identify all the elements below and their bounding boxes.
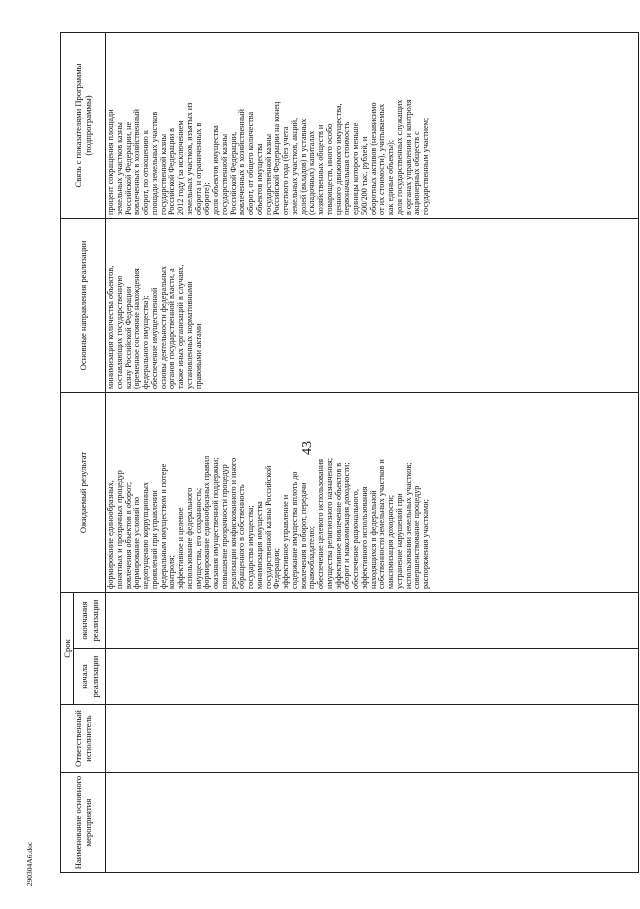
text-line: 2012 году (за исключением (176, 120, 185, 215)
text-line: также иных организаций в случаях, (176, 264, 185, 389)
text-line: в органах управления и контроля (403, 99, 413, 215)
cell-measure-name (106, 773, 639, 873)
text-line: минимизация имущества (254, 501, 264, 589)
text-line: эффективное управление и (281, 494, 290, 589)
text-line: объектов имущества (254, 143, 264, 215)
text-line: контроля; (167, 555, 177, 589)
text-line: 500/200 тыс. рублей, и (359, 136, 369, 215)
text-line: земельных участков казны (114, 122, 124, 215)
text-line: (складочных) капиталах (307, 130, 317, 215)
text-line: недопущению коррупционных (141, 482, 150, 589)
text-line: составляющих государственную (114, 275, 124, 389)
text-line: оборот, по отношению к (141, 130, 150, 215)
text-line: (временное состояние нахождения (132, 268, 142, 389)
text-line: государства имущества; (246, 505, 255, 589)
text-line: оборот, от общего количества (246, 111, 255, 215)
text-line: оказания имущественной поддержки; (211, 457, 220, 589)
text-line: минимизация количества объектов, (106, 265, 115, 389)
header-term: Срок (61, 592, 74, 704)
text-line: оборот и максимизация доходности; (342, 462, 352, 589)
cell-term-end (106, 592, 639, 648)
text-line: совершенствование процедур (412, 485, 422, 589)
text-line: федеральным имуществом и потере (158, 463, 168, 589)
header-measure-name: Наименование основного мероприятия (61, 773, 106, 873)
text-line: процент сокращения площади (106, 109, 115, 215)
text-line: правовыми актами (193, 323, 203, 389)
text-line: государственным участием; (421, 117, 430, 215)
text-line: эффективного использования (359, 486, 369, 589)
expected-result-lines (107, 396, 431, 589)
text-line: государственной казны Российской (263, 465, 273, 589)
text-line: оборотных активов (независимо (368, 102, 378, 215)
text-line: обеспечение целевого использования (316, 459, 325, 589)
text-line: хозяйственных обществ и (316, 124, 325, 215)
text-line: единицы которого меньше (351, 122, 360, 215)
cell-term-start (106, 649, 639, 705)
text-line: первоначальная стоимость (342, 121, 352, 215)
text-line: собственности земельных участков и (377, 459, 387, 589)
text-line: повышение прозрачности процедур (219, 464, 229, 589)
header-term-end: окончания реализации (74, 592, 106, 648)
cell-main-directions (106, 218, 639, 392)
text-line: основы деятельности федеральных (158, 266, 168, 389)
text-line: казну Российской Федерации (123, 286, 133, 389)
text-line: вовлеченных в хозяйственный (132, 109, 142, 215)
text-line: вовлечения объектов в оборот; (123, 482, 133, 589)
text-line: обеспечение имущественной (149, 287, 159, 389)
text-line: использовании земельных участков; (403, 462, 413, 589)
text-line: Российской Федерации, не (123, 121, 133, 215)
header-indicators-link: Связь с показателями Программы (подпрограммы) (61, 32, 106, 218)
text-line: государственной казны (158, 133, 168, 215)
rotated-table-container (60, 33, 622, 873)
text-line: ценного движимого имущества, (333, 103, 343, 215)
text-line: содержание имущества вплоть до (289, 471, 299, 589)
text-line: устранение нарушений при (394, 493, 404, 589)
text-line: обращенного в собственность (237, 484, 247, 589)
text-line: проявлений при управлении (149, 490, 159, 589)
text-line: вовлеченных в хозяйственный (237, 109, 247, 215)
text-line: вовлечения в оборот, передачи (298, 482, 308, 589)
header-main-directions: Основные направления реализации (61, 218, 106, 392)
text-line: обороте); (202, 182, 212, 215)
cell-indicators (106, 32, 639, 218)
text-line: долей (вкладов) в уставных (298, 118, 308, 215)
text-line: доля государственных служащих (394, 99, 404, 215)
text-line: формирование условий по (132, 496, 142, 589)
text-line: понятных и прозрачных процедур (114, 470, 124, 589)
header-term-start: начала реализации (74, 649, 106, 705)
header-responsible: Ответственный исполнитель (61, 705, 106, 773)
text-line: формирование единообразных правил (202, 455, 212, 589)
cell-expected-result (106, 392, 639, 592)
text-line: правообладателю; (307, 525, 317, 589)
text-line: Российской Федерации в (167, 128, 177, 215)
text-line: распоряжения участками; (421, 499, 430, 589)
text-line: площади земельных участков (149, 111, 159, 215)
text-line: отчетного года (без учета (281, 126, 290, 215)
table-row (106, 32, 639, 872)
text-line: обеспечение рационального, (351, 489, 360, 589)
cell-responsible (106, 705, 639, 773)
text-line: как единые объекты); (386, 139, 395, 215)
text-line: земельных участков, изъятых из (184, 102, 194, 215)
header-expected-result: Ожидаемый результат (61, 392, 106, 592)
page-number: 43 (300, 441, 315, 455)
text-line: товариществ, иного особо (324, 123, 334, 215)
text-line: Российской Федерации на конец (272, 101, 282, 215)
text-line: Российской Федерации, (228, 131, 238, 215)
text-line: эффективное вовлечение объектов в (333, 462, 343, 589)
document-file-id: 290304A6.doc (25, 841, 34, 887)
indicators-lines (107, 36, 431, 215)
text-line: имущества, его сохранность; (193, 487, 203, 589)
text-line: эффективное и целевое (176, 507, 185, 589)
text-line: формирование единообразных, (106, 480, 115, 589)
text-line: установленных нормативными (184, 281, 194, 389)
text-line: реализации конфискованного и иного (228, 457, 238, 589)
text-line: использование федерального (184, 487, 194, 589)
text-line: доля объектов имущества (211, 125, 220, 215)
text-line: находящихся в федеральной (368, 490, 378, 589)
text-line: земельных участков, акций, (289, 117, 299, 215)
text-line: максимизация доходности; (386, 495, 395, 589)
program-measures-table (60, 32, 639, 873)
text-line: федерального имущества); (141, 295, 150, 389)
text-line: органов государственной власти, а (167, 268, 177, 389)
text-line: Федерации; (272, 548, 282, 589)
text-line: государственной казны (263, 133, 273, 215)
text-line: оборота и ограниченных в (193, 122, 203, 215)
text-line: государственной казны (219, 133, 229, 215)
text-line: имущества религиозного назначения; (324, 458, 334, 589)
text-line: от их стоимости), учитываемых (377, 103, 387, 215)
main-directions-lines (107, 222, 203, 389)
text-line: акционерных обществ с (412, 131, 422, 215)
